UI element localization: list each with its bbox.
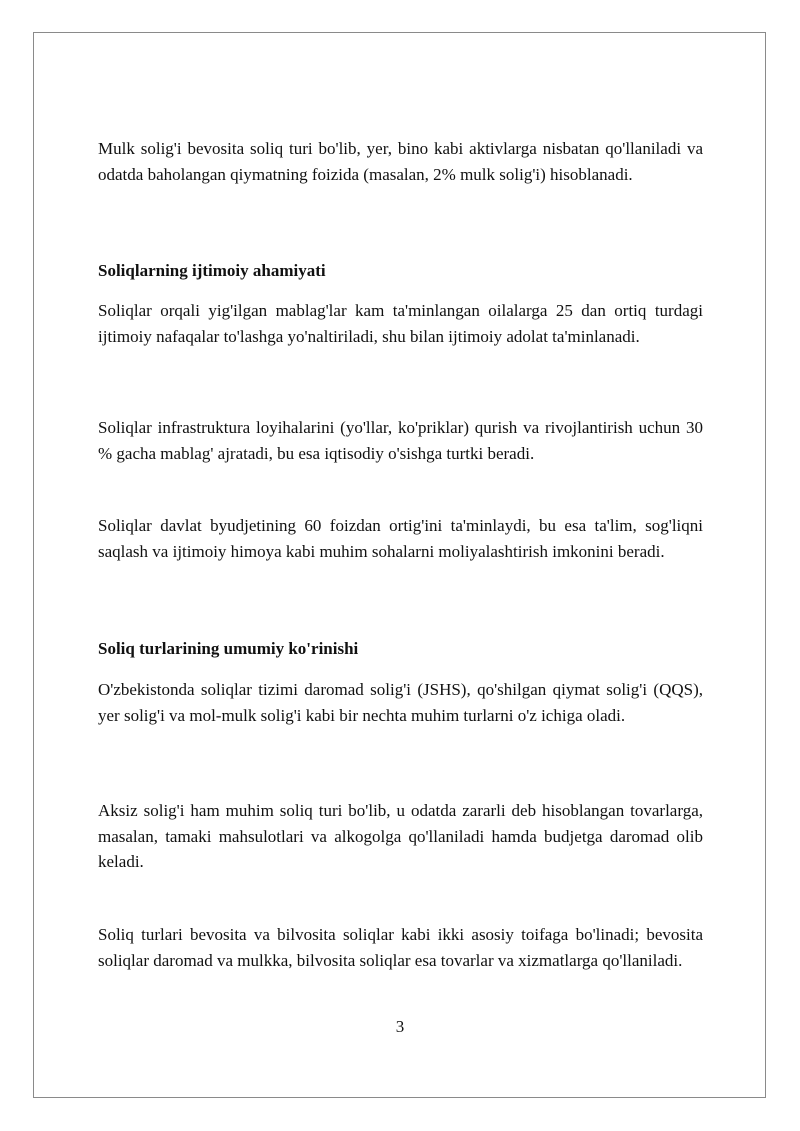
heading-tax-types-overview: Soliq turlarining umumiy ko'rinishi — [98, 639, 359, 658]
paragraph-social-benefits: Soliqlar orqali yig'ilgan mablag'lar kam ta'minlangan oilalarga 25 dan ortiq turdagi ijtimoiy nafaqalar to'lashga yo'naltiriladi, shu bilan ijtimoiy adolat ta'minlanadi. — [98, 301, 703, 346]
paragraph-excise-tax: Aksiz solig'i ham muhim soliq turi bo'lib, u odatda zararli deb hisoblangan tovarlarga, masalan, tamaki mahsulotlari va alkogolga qo'llaniladi hamda budjetga daromad olib keladi. — [98, 801, 703, 871]
paragraph-direct-indirect-taxes: Soliq turlari bevosita va bilvosita soliqlar kabi ikki asosiy toifaga bo'linadi; bevosita soliqlar daromad va mulkka, bilvosita soliqlar esa tovarlar va xizmatlarga qo'llaniladi. — [98, 925, 703, 970]
paragraph-state-budget: Soliqlar davlat byudjetining 60 foizdan ortig'ini ta'minlaydi, bu esa ta'lim, sog'liqni saqlash va ijtimoiy himoya kabi muhim sohalarni moliyalashtirish imkonini beradi. — [98, 516, 703, 561]
paragraph-infrastructure: Soliqlar infrastruktura loyihalarini (yo'llar, ko'priklar) qurish va rivojlantirish uchun 30 % gacha mablag' ajratadi, bu esa iqtisodiy o'sishga turtki beradi. — [98, 418, 703, 463]
heading-social-importance: Soliqlarning ijtimoiy ahamiyati — [98, 261, 326, 280]
page-number: 3 — [395, 1017, 405, 1036]
paragraph-uzbekistan-tax-system: O'zbekistonda soliqlar tizimi daromad solig'i (JSHS), qo'shilgan qiymat solig'i (QQS), yer solig'i va mol-mulk solig'i kabi bir nechta muhim turlarni o'z ichiga oladi. — [98, 680, 703, 725]
paragraph-property-tax: Mulk solig'i bevosita soliq turi bo'lib, yer, bino kabi aktivlarga nisbatan qo'llaniladi va odatda baholangan qiymatning foizida (masalan, 2% mulk solig'i) hisoblanadi. — [98, 139, 703, 184]
